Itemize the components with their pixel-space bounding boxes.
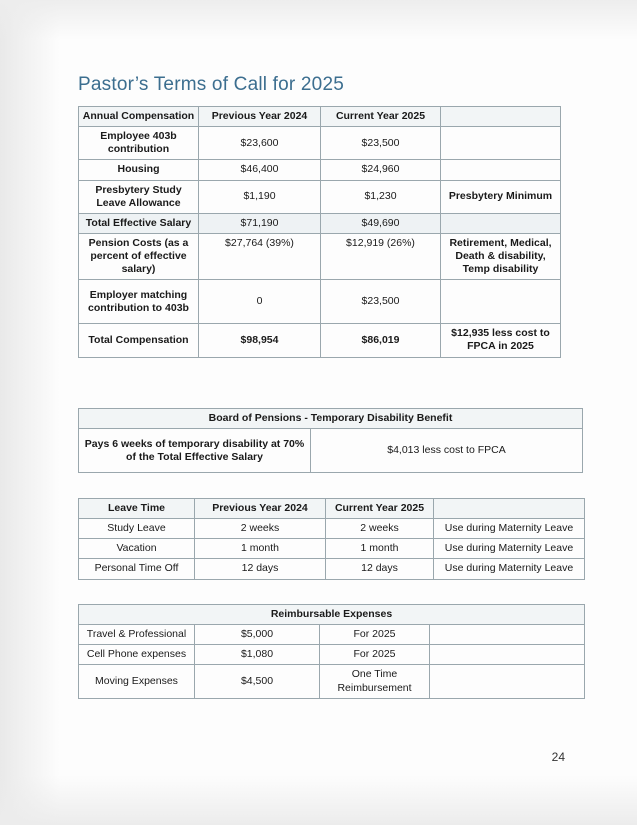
column-header-notes xyxy=(434,499,585,519)
cell-notes xyxy=(441,127,561,160)
column-header-current-year: Current Year 2025 xyxy=(326,499,434,519)
cell-notes: Retirement, Medical, Death & disability, Temp disability xyxy=(441,233,561,279)
table-row xyxy=(79,160,561,180)
column-header-current-year: Current Year 2025 xyxy=(321,107,441,127)
cell-current: $49,690 xyxy=(321,213,441,233)
cell-period: One Time Reimbursement xyxy=(320,665,430,698)
column-header-previous-year: Previous Year 2024 xyxy=(199,107,321,127)
cell-previous: $23,600 xyxy=(199,127,321,160)
row-label: Travel & Professional xyxy=(79,625,195,645)
column-header-previous-year: Previous Year 2024 xyxy=(195,499,326,519)
row-label: Housing xyxy=(79,160,199,180)
cell-notes: Use during Maternity Leave xyxy=(434,559,585,579)
page-title: Pastor’s Terms of Call for 2025 xyxy=(78,74,344,95)
cell-notes: Use during Maternity Leave xyxy=(434,539,585,559)
cell-current: $86,019 xyxy=(321,324,441,357)
cell-current: $12,919 (26%) xyxy=(321,233,441,279)
row-label: Personal Time Off xyxy=(79,559,195,579)
column-header-leave-time: Leave Time xyxy=(79,499,195,519)
cell-amount: $4,500 xyxy=(195,665,320,698)
cell-amount: $5,000 xyxy=(195,625,320,645)
row-label: Pension Costs (as a percent of effective salary) xyxy=(79,233,199,279)
row-label: Vacation xyxy=(79,539,195,559)
cell-notes xyxy=(430,625,585,645)
row-label: Study Leave xyxy=(79,519,195,539)
table-row xyxy=(79,180,561,213)
row-label: Presbytery Study Leave Allowance xyxy=(79,180,199,213)
scan-shadow-bottom xyxy=(0,775,637,825)
cell-previous: $27,764 (39%) xyxy=(199,233,321,279)
row-label: Employer matching contribution to 403b xyxy=(79,280,199,324)
cell-notes: Presbytery Minimum xyxy=(441,180,561,213)
scan-shadow-top xyxy=(0,0,637,40)
row-label: Employee 403b contribution xyxy=(79,127,199,160)
column-header-notes xyxy=(441,107,561,127)
reimbursable-expenses-table xyxy=(78,604,585,699)
page-number: 24 xyxy=(551,750,565,764)
cell-current: 1 month xyxy=(326,539,434,559)
table-header-row xyxy=(79,499,585,519)
table-header-row xyxy=(79,107,561,127)
reimbursable-expenses-title: Reimbursable Expenses xyxy=(79,605,585,625)
board-of-pensions-title: Board of Pensions - Temporary Disability Benefit xyxy=(79,409,583,429)
cell-value: $4,013 less cost to FPCA xyxy=(311,429,583,473)
table-row xyxy=(79,559,585,579)
cell-current: 12 days xyxy=(326,559,434,579)
row-label: Total Effective Salary xyxy=(79,213,199,233)
table-header-row xyxy=(79,409,583,429)
cell-notes: $12,935 less cost to FPCA in 2025 xyxy=(441,324,561,357)
column-header-annual-compensation: Annual Compensation xyxy=(79,107,199,127)
table-row xyxy=(79,127,561,160)
table-row xyxy=(79,429,583,473)
cell-previous: $71,190 xyxy=(199,213,321,233)
table-row xyxy=(79,665,585,698)
cell-current: $23,500 xyxy=(321,127,441,160)
board-of-pensions-table xyxy=(78,408,583,473)
table-row xyxy=(79,539,585,559)
table-header-row xyxy=(79,605,585,625)
cell-current: $24,960 xyxy=(321,160,441,180)
row-label: Moving Expenses xyxy=(79,665,195,698)
cell-period: For 2025 xyxy=(320,645,430,665)
scan-shadow-left xyxy=(0,0,60,825)
table-row xyxy=(79,625,585,645)
table-row xyxy=(79,519,585,539)
cell-notes xyxy=(441,280,561,324)
cell-notes xyxy=(441,160,561,180)
compensation-table xyxy=(78,106,561,358)
cell-previous: $46,400 xyxy=(199,160,321,180)
cell-period: For 2025 xyxy=(320,625,430,645)
leave-time-table xyxy=(78,498,585,580)
cell-amount: $1,080 xyxy=(195,645,320,665)
cell-previous: 12 days xyxy=(195,559,326,579)
cell-notes xyxy=(430,645,585,665)
table-row xyxy=(79,280,561,324)
table-row xyxy=(79,324,561,357)
cell-previous: 1 month xyxy=(195,539,326,559)
row-label: Cell Phone expenses xyxy=(79,645,195,665)
cell-previous: $1,190 xyxy=(199,180,321,213)
table-row xyxy=(79,645,585,665)
cell-notes: Use during Maternity Leave xyxy=(434,519,585,539)
table-row xyxy=(79,213,561,233)
cell-notes xyxy=(430,665,585,698)
cell-previous: 0 xyxy=(199,280,321,324)
cell-current: $23,500 xyxy=(321,280,441,324)
cell-previous: $98,954 xyxy=(199,324,321,357)
table-row xyxy=(79,233,561,279)
cell-current: 2 weeks xyxy=(326,519,434,539)
cell-previous: 2 weeks xyxy=(195,519,326,539)
cell-notes xyxy=(441,213,561,233)
row-label: Total Compensation xyxy=(79,324,199,357)
cell-current: $1,230 xyxy=(321,180,441,213)
row-label: Pays 6 weeks of temporary disability at 70% of the Total Effective Salary xyxy=(79,429,311,473)
